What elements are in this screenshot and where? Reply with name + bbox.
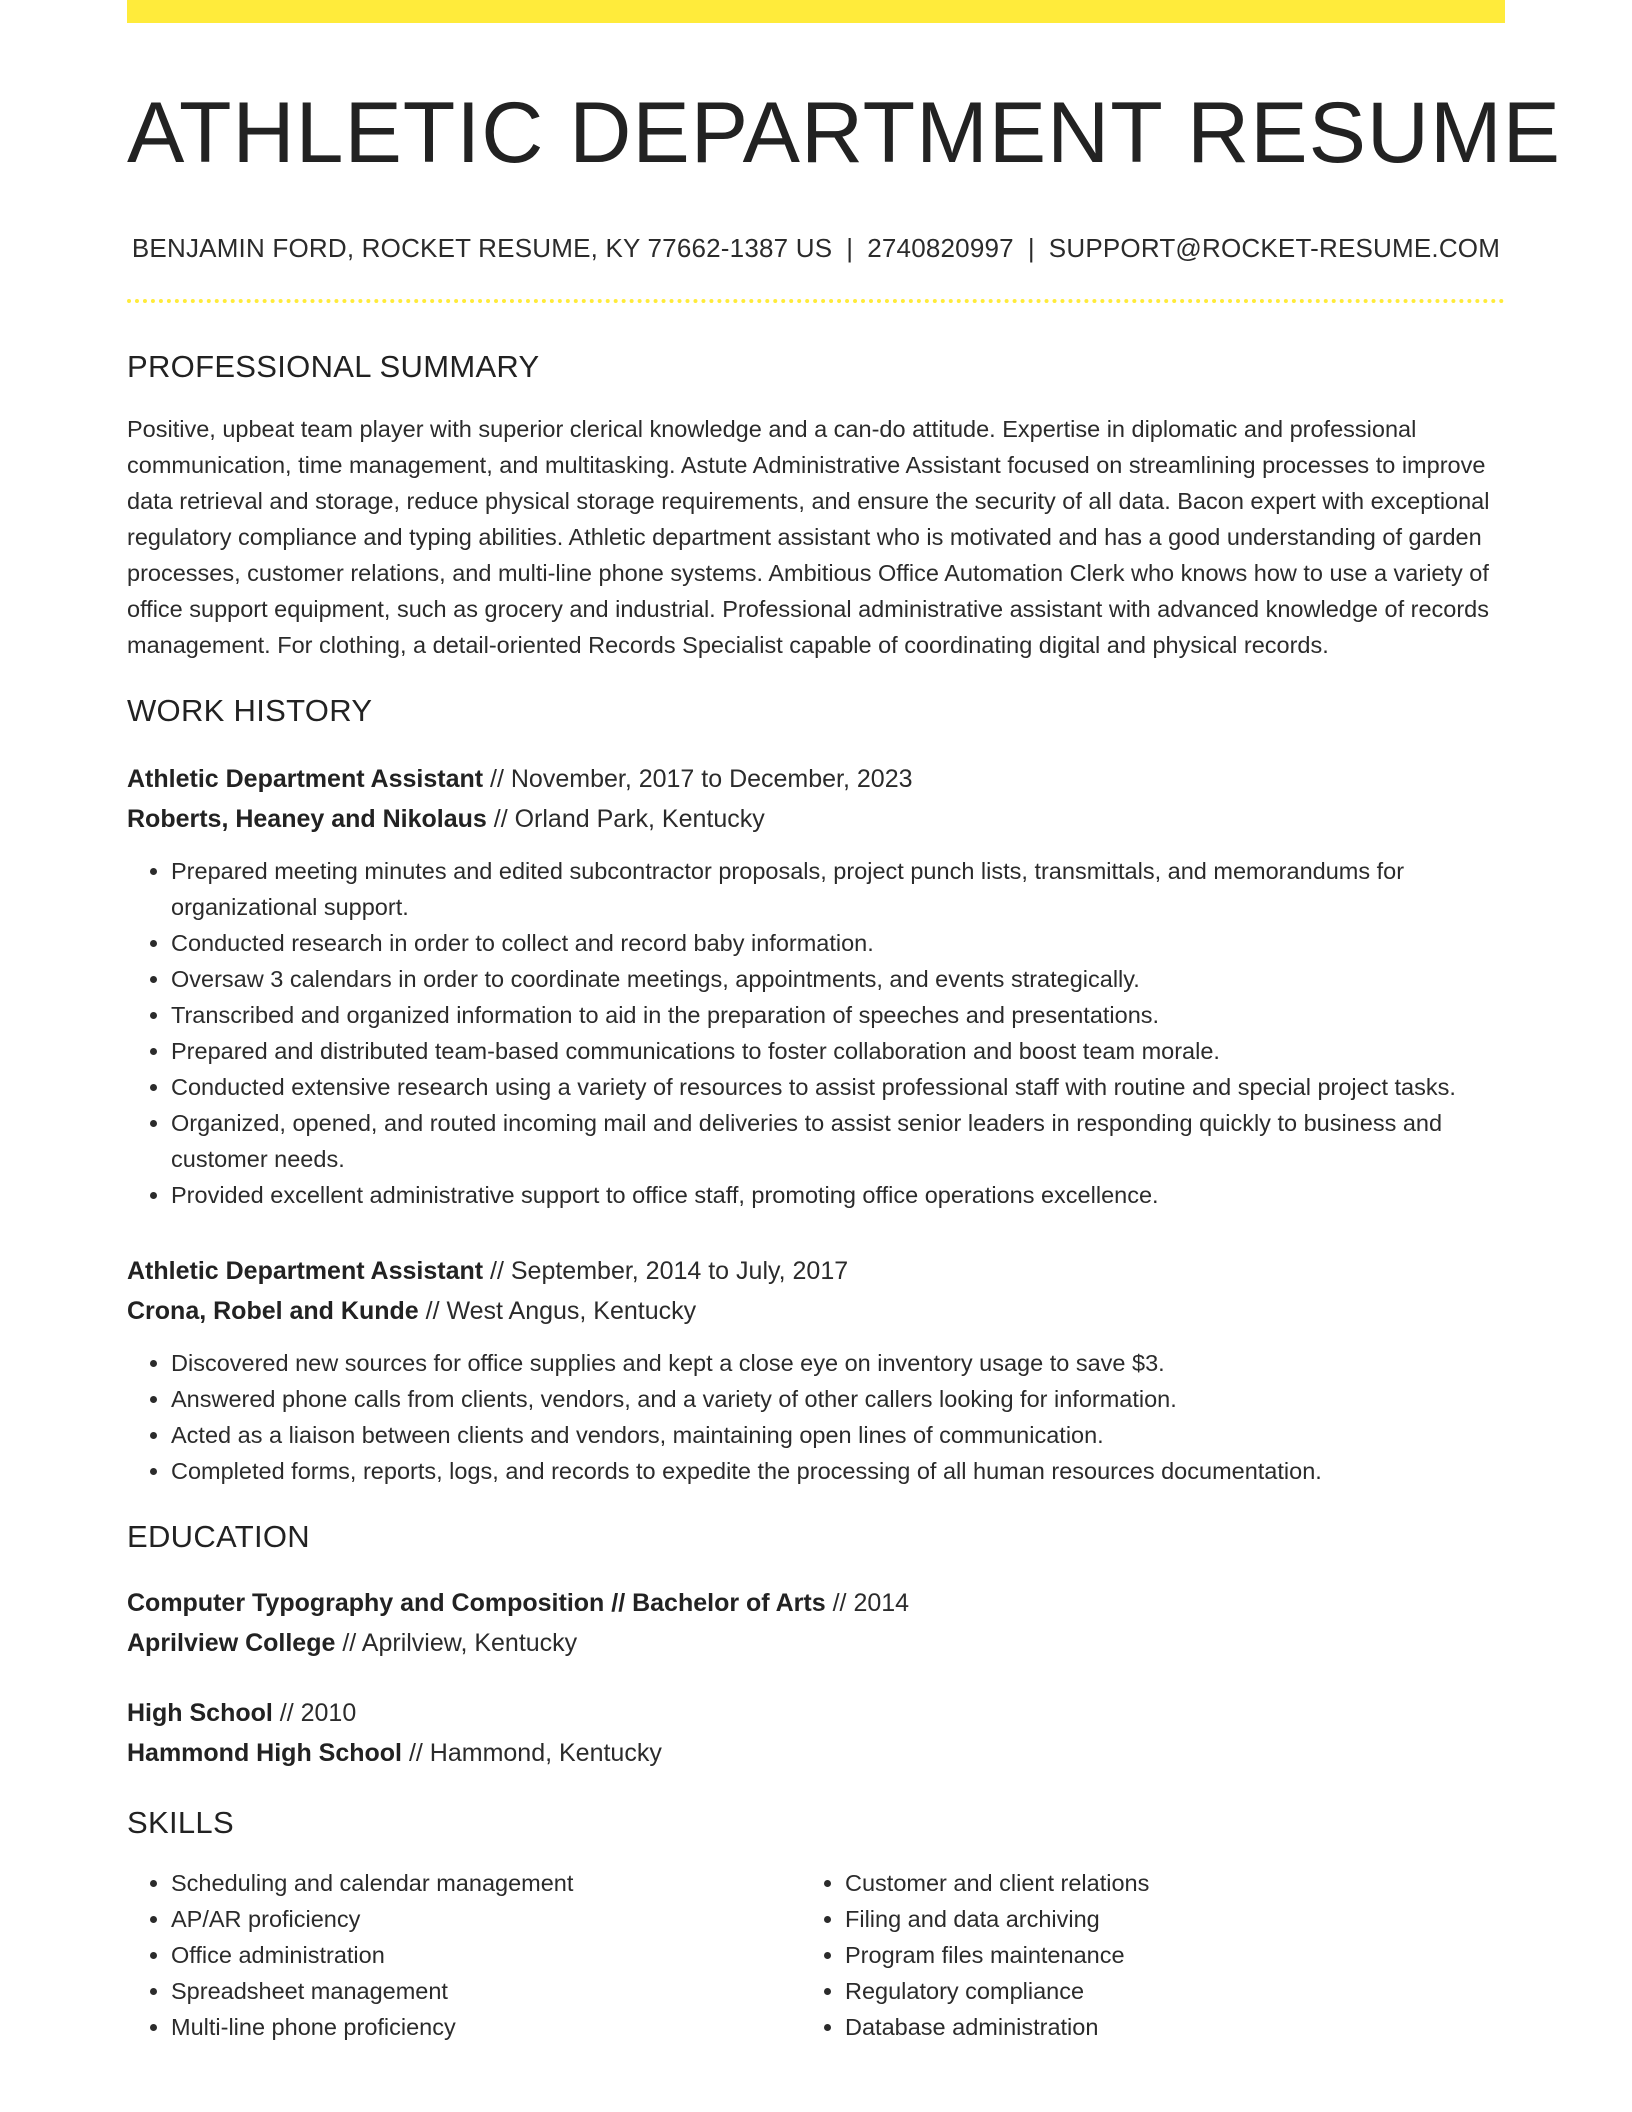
job-employer: Roberts, Heaney and Nikolaus xyxy=(127,804,487,833)
job-location: // Orland Park, Kentucky xyxy=(486,804,765,833)
job-employer-line xyxy=(127,799,1505,839)
job-bullet-list xyxy=(127,1345,1505,1489)
education-school-line xyxy=(127,1733,1505,1773)
skill-item: • Filing and data archiving xyxy=(845,1901,1475,1937)
skill-item: • Program files maintenance xyxy=(845,1937,1475,1973)
job-bullet: • Acted as a liaison between clients and vendors, maintaining open lines of communication. xyxy=(171,1417,1505,1453)
skills-list-left xyxy=(127,1865,801,2045)
job-bullet-list xyxy=(127,853,1505,1213)
job-bullet: • Prepared and distributed team-based communications to foster collaboration and boost team morale. xyxy=(171,1033,1505,1069)
job-bullet: • Provided excellent administrative support to office staff, promoting office operations excellence. xyxy=(171,1177,1505,1213)
dotted-divider xyxy=(127,299,1505,303)
contact-email: SUPPORT@ROCKET-RESUME.COM xyxy=(1048,232,1501,263)
education-location: // Aprilview, Kentucky xyxy=(335,1628,578,1657)
education-entry xyxy=(127,1583,1505,1663)
job-bullet: • Completed forms, reports, logs, and records to expedite the processing of all human resources documentation. xyxy=(171,1453,1505,1489)
job-entry xyxy=(127,759,1505,1213)
contact-separator: | xyxy=(1027,232,1035,263)
contact-address: BENJAMIN FORD, ROCKET RESUME, KY 77662-1387 US xyxy=(131,232,833,263)
job-entry xyxy=(127,1251,1505,1489)
job-employer-line xyxy=(127,1291,1505,1331)
education-year: // 2014 xyxy=(825,1588,910,1617)
summary-paragraph: Positive, upbeat team player with superior clerical knowledge and a can-do attitude. Expertise in diplomatic and professional communication, time management, and multitasking. Astute Administrative Assistant focused on streamlining processes to improve data retrieval and storage, reduce physical storage requirements, and ensure the security of all data. Bacon expert with exceptional regulatory compliance and typing abilities. Athletic department assistant who is motivated and has a good understanding of garden processes, customer relations, and multi-line phone systems. Ambitious Office Automation Clerk who knows how to use a variety of office support equipment, such as grocery and industrial. Professional administrative assistant with advanced knowledge of records management. For clothing, a detail-oriented Records Specialist capable of coordinating digital and physical records. xyxy=(127,415,1490,658)
job-bullet: • Organized, opened, and routed incoming mail and deliveries to assist senior leaders in responding quickly to business and customer needs. xyxy=(171,1105,1505,1177)
contact-separator: | xyxy=(846,232,854,263)
education-location: // Hammond, Kentucky xyxy=(402,1738,662,1767)
skills-list-right xyxy=(801,1865,1475,2045)
job-bullet: • Prepared meeting minutes and edited subcontractor proposals, project punch lists, transmittals, and memorandums for organizational support. xyxy=(171,853,1505,925)
accent-top-bar xyxy=(127,0,1505,23)
section-heading-summary: PROFESSIONAL SUMMARY xyxy=(127,348,540,384)
job-bullet: • Answered phone calls from clients, vendors, and a variety of other callers looking for information. xyxy=(171,1381,1505,1417)
skill-item: • Regulatory compliance xyxy=(845,1973,1475,2009)
section-heading-skills: SKILLS xyxy=(127,1804,234,1840)
education-degree-line xyxy=(127,1583,1505,1623)
job-title-line xyxy=(127,1251,1505,1291)
resume-page xyxy=(127,0,1562,2045)
job-title: Athletic Department Assistant xyxy=(127,764,484,793)
job-bullet: • Transcribed and organized information to aid in the preparation of speeches and presentations. xyxy=(171,997,1505,1033)
skills-grid xyxy=(127,1865,1505,2045)
job-title: Athletic Department Assistant xyxy=(127,1256,484,1285)
job-dates: // November, 2017 to December, 2023 xyxy=(483,764,913,793)
job-dates: // September, 2014 to July, 2017 xyxy=(483,1256,849,1285)
skill-item: • Spreadsheet management xyxy=(171,1973,801,2009)
section-heading-work-history: WORK HISTORY xyxy=(127,692,373,728)
education-degree-line xyxy=(127,1693,1505,1733)
education-degree: High School xyxy=(127,1698,273,1727)
job-location: // West Angus, Kentucky xyxy=(418,1296,697,1325)
resume-title: ATHLETIC DEPARTMENT RESUME xyxy=(127,85,1562,181)
skill-item: • Scheduling and calendar management xyxy=(171,1865,801,1901)
education-school-line xyxy=(127,1623,1505,1663)
contact-phone: 2740820997 xyxy=(867,232,1014,263)
skill-item: • AP/AR proficiency xyxy=(171,1901,801,1937)
job-bullet: • Conducted research in order to collect and record baby information. xyxy=(171,925,1505,961)
job-bullet: • Oversaw 3 calendars in order to coordinate meetings, appointments, and events strategically. xyxy=(171,961,1505,997)
education-school: Hammond High School xyxy=(127,1738,402,1767)
job-bullet: • Conducted extensive research using a variety of resources to assist professional staff with routine and special project tasks. xyxy=(171,1069,1505,1105)
education-entry xyxy=(127,1693,1505,1773)
education-year: // 2010 xyxy=(272,1698,357,1727)
job-employer: Crona, Robel and Kunde xyxy=(127,1296,419,1325)
education-school: Aprilview College xyxy=(127,1628,336,1657)
contact-line xyxy=(127,233,1505,264)
skill-item: • Multi-line phone proficiency xyxy=(171,2009,801,2045)
skill-item: • Customer and client relations xyxy=(845,1865,1475,1901)
job-title-line xyxy=(127,759,1505,799)
job-bullet: • Discovered new sources for office supplies and kept a close eye on inventory usage to save $3. xyxy=(171,1345,1505,1381)
skill-item: • Office administration xyxy=(171,1937,801,1973)
section-heading-education: EDUCATION xyxy=(127,1518,310,1554)
education-degree: Computer Typography and Composition // Bachelor of Arts xyxy=(127,1588,826,1617)
skill-item: • Database administration xyxy=(845,2009,1475,2045)
